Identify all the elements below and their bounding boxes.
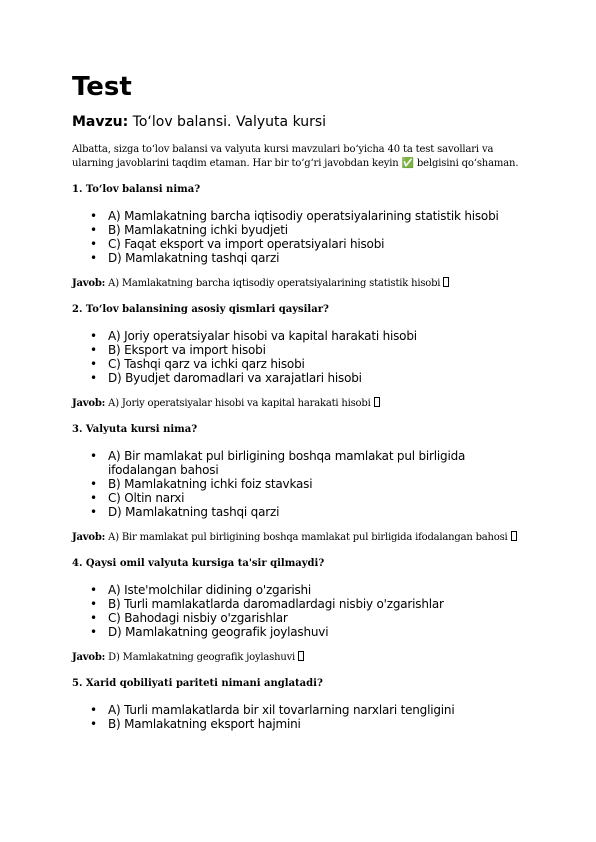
- checkmark-icon: [511, 531, 517, 541]
- option-item: • D) Byudjet daromadlari va xarajatlari hisobi: [90, 371, 524, 385]
- answer-label: Javob:: [72, 278, 106, 289]
- answer-text: D) Mamlakatning geografik joylashuvi: [108, 652, 296, 663]
- document-page: [72, 70, 524, 731]
- question-title: 5. Xarid qobiliyati pariteti nimani anglatadi?: [72, 678, 323, 689]
- option-item: • C) Faqat eksport va import operatsiyalari hisobi: [90, 237, 524, 251]
- option-item: • D) Mamlakatning tashqi qarzi: [90, 251, 524, 265]
- subject-line: [72, 113, 524, 131]
- option-item: • B) Eksport va import hisobi: [90, 343, 524, 357]
- checkmark-icon: [298, 651, 304, 661]
- options-list: [72, 329, 524, 385]
- answer-label: Javob:: [72, 652, 106, 663]
- option-item: • D) Mamlakatning tashqi qarzi: [90, 505, 524, 519]
- question-block: [72, 423, 524, 545]
- answer-text: A) Bir mamlakat pul birligining boshqa mamlakat pul birligida ifodalangan bahosi: [108, 532, 508, 543]
- answer-line: [72, 397, 524, 411]
- question-block: [72, 557, 524, 665]
- option-item: • A) Bir mamlakat pul birligining boshqa mamlakat pul birligida ifodalangan bahosi: [90, 449, 524, 477]
- document-title: Test: [72, 72, 132, 102]
- option-item: • B) Mamlakatning ichki byudjeti: [90, 223, 524, 237]
- question-title: 1. To‘lov balansi nima?: [72, 184, 201, 195]
- question-block: [72, 677, 524, 731]
- options-list: [72, 449, 524, 519]
- answer-line: [72, 531, 524, 545]
- subject-value: To‘lov balansi. Valyuta kursi: [132, 114, 327, 130]
- subject-label: Mavzu:: [72, 114, 129, 130]
- option-item: • C) Bahodagi nisbiy o'zgarishlar: [90, 611, 524, 625]
- answer-line: [72, 277, 524, 291]
- question-block: [72, 303, 524, 411]
- answer-line: [72, 651, 524, 665]
- checkmark-icon: [443, 277, 449, 287]
- option-item: • B) Turli mamlakatlarda daromadlardagi nisbiy o'zgarishlar: [90, 597, 524, 611]
- option-item: • B) Mamlakatning eksport hajmini: [90, 717, 524, 731]
- option-item: • A) Turli mamlakatlarda bir xil tovarlarning narxlari tengligini: [90, 703, 524, 717]
- checkmark-icon: [374, 397, 380, 407]
- answer-label: Javob:: [72, 398, 106, 409]
- option-item: • C) Oltin narxi: [90, 491, 524, 505]
- answer-text: A) Joriy operatsiyalar hisobi va kapital harakati hisobi: [108, 398, 371, 409]
- question-title: 4. Qaysi omil valyuta kursiga ta'sir qilmaydi?: [72, 558, 325, 569]
- option-item: • A) Mamlakatning barcha iqtisodiy operatsiyalarining statistik hisobi: [90, 209, 524, 223]
- options-list: [72, 209, 524, 265]
- intro-paragraph: Albatta, sizga to‘lov balansi va valyuta kursi mavzulari bo‘yicha 40 ta test savollari va ularning javoblarini taqdim etaman. Har bir to‘g‘ri javobdan keyin ✅ belgisini qo‘shaman.: [72, 144, 519, 169]
- option-item: • B) Mamlakatning ichki foiz stavkasi: [90, 477, 524, 491]
- answer-text: A) Mamlakatning barcha iqtisodiy operatsiyalarining statistik hisobi: [108, 278, 441, 289]
- question-title: 3. Valyuta kursi nima?: [72, 424, 198, 435]
- answer-label: Javob:: [72, 532, 106, 543]
- option-item: • D) Mamlakatning geografik joylashuvi: [90, 625, 524, 639]
- options-list: [72, 703, 524, 731]
- option-item: • C) Tashqi qarz va ichki qarz hisobi: [90, 357, 524, 371]
- question-block: [72, 183, 524, 291]
- question-title: 2. To‘lov balansining asosiy qismlari qaysilar?: [72, 304, 329, 315]
- option-item: • A) Iste'molchilar didining o'zgarishi: [90, 583, 524, 597]
- options-list: [72, 583, 524, 639]
- option-item: • A) Joriy operatsiyalar hisobi va kapital harakati hisobi: [90, 329, 524, 343]
